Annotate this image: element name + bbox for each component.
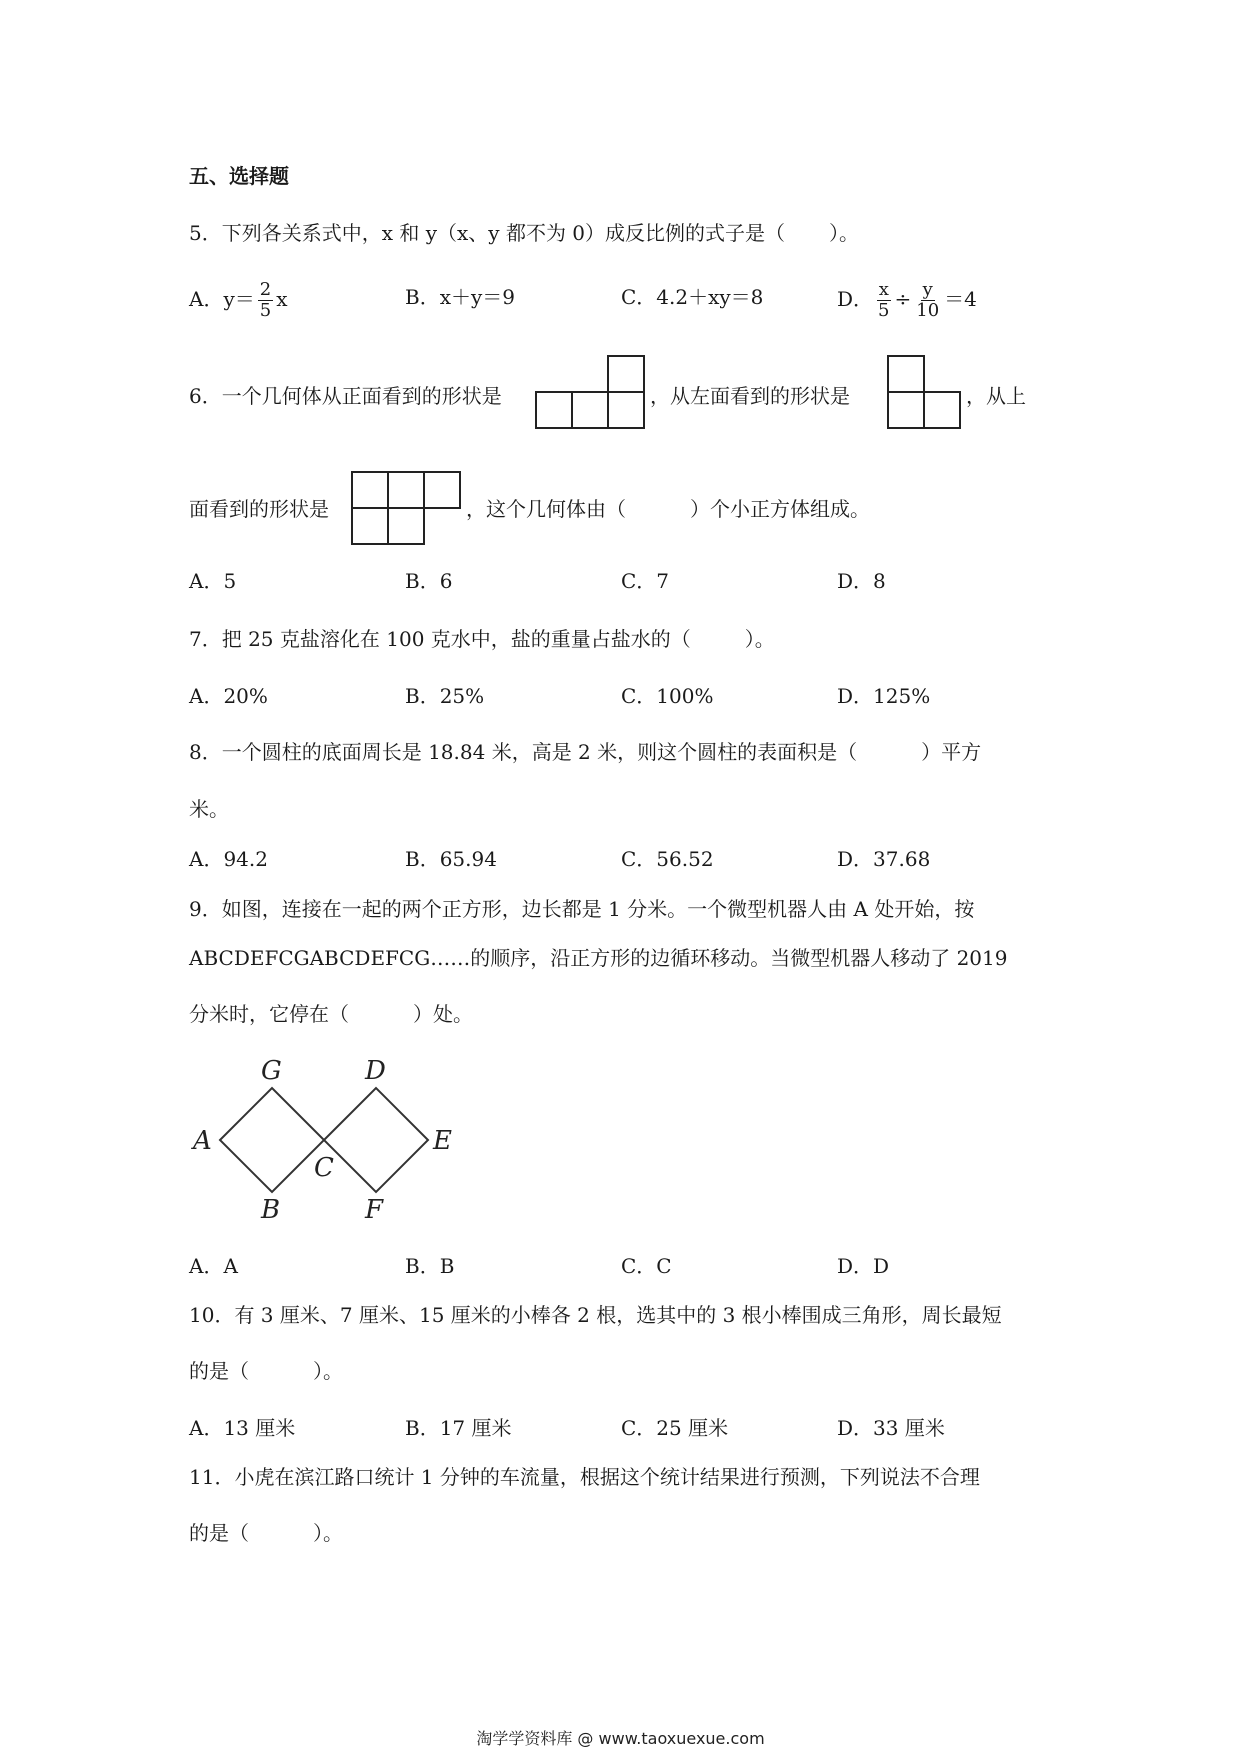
label-f: F [365,1195,384,1225]
q9-option-c: C．C [621,1254,672,1278]
q5-option-c: C．4.2＋xy＝8 [621,285,764,309]
question-9-line2: ABCDEFCGABCDEFCG……的顺序，沿正方形的边循环移动。当微型机器人移动了 2019 [189,946,1008,970]
q9-option-a: A．A [189,1254,238,1278]
q6-text-1: 6．一个几何体从正面看到的形状是 [189,384,502,408]
question-9-line3: 分米时，它停在（ ）处。 [189,1002,473,1026]
q10-option-b: B．17 厘米 [405,1416,512,1440]
q6-option-d: D．8 [837,569,886,593]
q5-option-a: A．y＝ $\frac{2}{5}$ x [189,279,288,321]
q10-option-c: C．25 厘米 [621,1416,729,1440]
question-11-line1: 11．小虎在滨江路口统计 1 分钟的车流量，根据这个统计结果进行预测，下列说法不合理 [189,1465,980,1489]
fraction-y-10: $\frac{y}{10}$ [916,279,940,321]
left-square [220,1088,324,1192]
q6-text-4: 面看到的形状是 [189,497,329,521]
question-8-stem: 8．一个圆柱的底面周长是 18.84 米，高是 2 米，则这个圆柱的表面积是（ ）平方 [189,740,982,764]
label-g: G [261,1058,282,1086]
q6-text-2: ，从左面看到的形状是 [650,384,850,408]
fraction-x-5: $\frac{x}{5}$ [878,279,890,321]
fraction-2-5: $\frac{2}{5}$ [259,279,272,321]
footer-watermark: 淘学学资料库 @ www.taoxuexue.com [476,1729,765,1748]
two-squares-figure [190,1058,460,1228]
q8-option-d: D．37.68 [837,847,931,871]
q6-text-3: ，从上 [966,384,1026,408]
question-10-line2: 的是（ ）。 [189,1359,343,1383]
q6-option-a: A．5 [189,569,237,593]
section-title: 五、选择题 [189,164,289,188]
q7-option-c: C．100% [621,684,714,708]
label-b: B [261,1195,281,1225]
q7-option-b: B．25% [405,684,485,708]
question-10-line1: 10．有 3 厘米、7 厘米、15 厘米的小棒各 2 根，选其中的 3 根小棒围成三角形，周长最短 [189,1303,1002,1327]
question-9-line1: 9．如图，连接在一起的两个正方形，边长都是 1 分米。一个微型机器人由 A 处开始，按 [189,897,975,921]
label-c: C [314,1153,334,1183]
q10-option-d: D．33 厘米 [837,1416,945,1440]
q8-option-a: A．94.2 [189,847,268,871]
q5-option-d: D． $\frac{x}{5}$ ÷ $\frac{y}{10}$ ＝4 [837,279,977,321]
question-8-line2: 米。 [189,797,229,821]
right-square [324,1088,428,1192]
question-11-line2: 的是（ ）。 [189,1521,343,1545]
question-7-stem: 7．把 25 克盐溶化在 100 克水中，盐的重量占盐水的（ ）。 [189,627,775,651]
front-view-figure [534,354,646,430]
q6-text-5: ，这个几何体由（ ）个小正方体组成。 [466,497,870,521]
top-view-figure [350,470,462,546]
q8-option-b: B．65.94 [405,847,497,871]
q6-option-b: B．6 [405,569,453,593]
q5-option-b: B．x＋y＝9 [405,285,515,309]
question-5-stem: 5．下列各关系式中，x 和 y（x、y 都不为 0）成反比例的式子是（ ）。 [189,221,860,245]
q7-option-a: A．20% [189,684,268,708]
left-view-figure [886,354,962,430]
q9-option-d: D．D [837,1254,890,1278]
q9-option-b: B．B [405,1254,455,1278]
label-a: A [193,1126,212,1156]
label-d: D [365,1058,386,1086]
q10-option-a: A．13 厘米 [189,1416,296,1440]
q7-option-d: D．125% [837,684,931,708]
q6-option-c: C．7 [621,569,670,593]
q8-option-c: C．56.52 [621,847,714,871]
label-e: E [433,1126,452,1156]
